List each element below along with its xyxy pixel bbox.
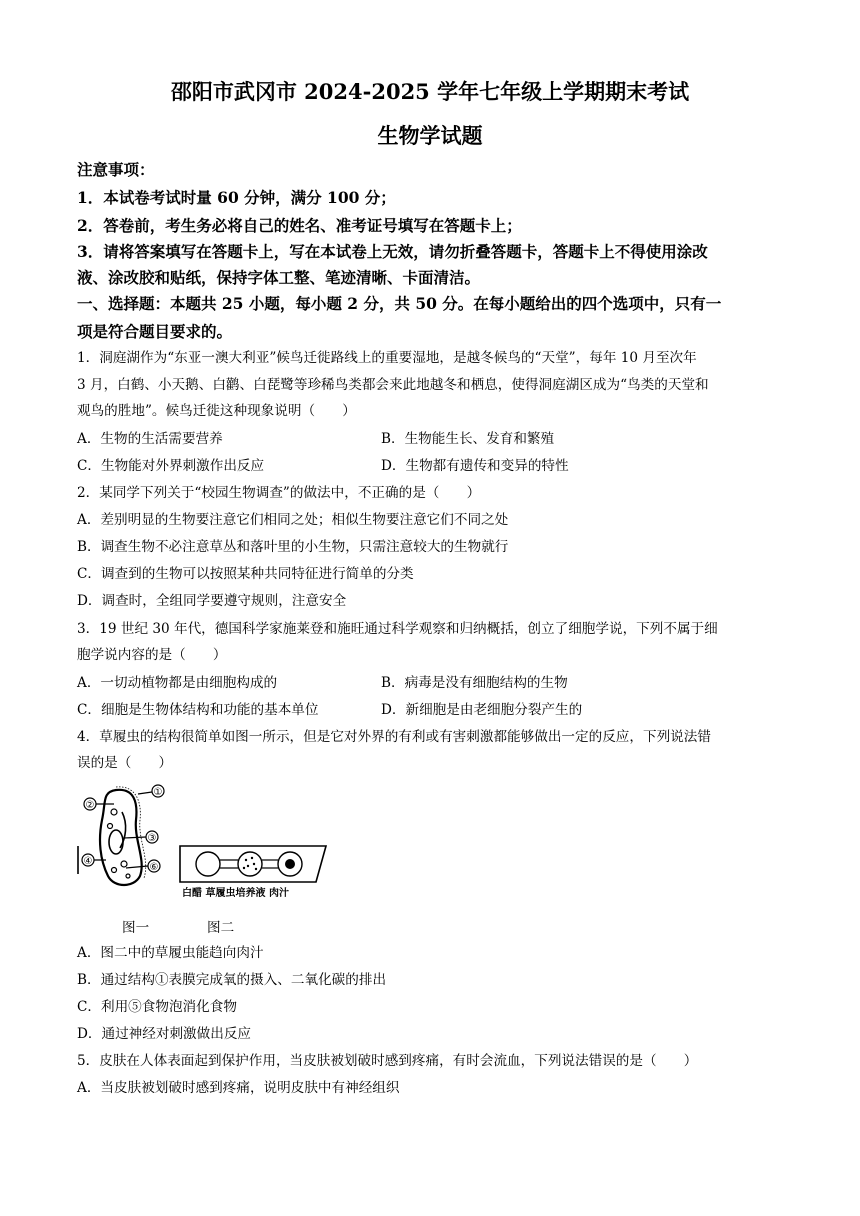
section-heading-line: 一、选择题：本题共 25 小题，每小题 2 分，共 50 分。在每小题给出的四个选项中，只有一 bbox=[77, 294, 722, 313]
option-c: C．利用⑤食物泡消化食物 bbox=[77, 999, 237, 1015]
notice-heading: 注意事项： bbox=[77, 160, 155, 179]
option-b: B．生物能生长、发育和繁殖 bbox=[381, 431, 555, 447]
question-text: 3 月，白鹤、小天鹅、白鹳、白琵鹭等珍稀鸟类都会来此地越冬和栖息，使得洞庭湖区成为“鸟类的天堂和 bbox=[77, 377, 709, 393]
option-a: A．图二中的草履虫能趋向肉汁 bbox=[77, 945, 264, 961]
option-b: B．病毒是没有细胞结构的生物 bbox=[381, 675, 568, 691]
option-d: D．通过神经对刺激做出反应 bbox=[77, 1026, 252, 1042]
marker-3: ③ bbox=[147, 833, 157, 844]
question-text: 误的是（ ） bbox=[77, 755, 173, 771]
marker-4: ④ bbox=[83, 856, 93, 867]
dish-labels: 白醋 草履虫培养液 肉汁 bbox=[182, 888, 289, 899]
option-d: D．新细胞是由老细胞分裂产生的 bbox=[381, 702, 583, 718]
exam-subtitle: 生物学试题 bbox=[377, 123, 483, 148]
notice-item: 3．请将答案填写在答题卡上，写在本试卷上无效，请勿折叠答题卡，答题卡上不得使用涂改 bbox=[77, 242, 708, 261]
slide-experiment-figure bbox=[178, 842, 328, 902]
question-text: 2．某同学下列关于“校园生物调查”的做法中，不正确的是（ ） bbox=[77, 485, 481, 501]
option-b: B．通过结构①表膜完成氧的摄入、二氧化碳的排出 bbox=[77, 972, 387, 988]
question-text: 3．19 世纪 30 年代，德国科学家施莱登和施旺通过科学观察和归纳概括，创立了细胞学说，下列不属于细 bbox=[77, 621, 718, 637]
option-d: D．调查时，全组同学要遵守规则，注意安全 bbox=[77, 593, 347, 609]
marker-1: ① bbox=[153, 787, 163, 798]
option-d: D．生物都有遗传和变异的特性 bbox=[381, 458, 569, 474]
option-c: C．细胞是生物体结构和功能的基本单位 bbox=[77, 702, 319, 718]
question-text: 5．皮肤在人体表面起到保护作用，当皮肤被划破时感到疼痛，有时会流血，下列说法错误的是（ ） bbox=[77, 1053, 698, 1069]
figure-1-caption: 图一 bbox=[122, 920, 150, 936]
marker-6: ⑥ bbox=[149, 862, 159, 873]
paramecium-figure bbox=[76, 782, 176, 892]
notice-item: 液、涂改胶和贴纸，保持字体工整、笔迹清晰、卡面清洁。 bbox=[77, 268, 481, 287]
option-c: C．生物能对外界刺激作出反应 bbox=[77, 458, 265, 474]
option-a: A．一切动植物都是由细胞构成的 bbox=[77, 675, 278, 691]
question-text: 4．草履虫的结构很简单如图一所示，但是它对外界的有利或有害刺激都能够做出一定的反应，下列说法错 bbox=[77, 729, 711, 745]
notice-item: 1．本试卷考试时量 60 分钟，满分 100 分； bbox=[77, 188, 396, 207]
option-a: A．当皮肤被划破时感到疼痛，说明皮肤中有神经组织 bbox=[77, 1080, 400, 1096]
option-c: C．调查到的生物可以按照某种共同特征进行简单的分类 bbox=[77, 566, 414, 582]
question-text: 1．洞庭湖作为“东亚一澳大利亚”候鸟迁徙路线上的重要湿地，是越冬候鸟的“天堂”，每年 10 月至次年 bbox=[77, 350, 697, 366]
option-a: A．生物的生活需要营养 bbox=[77, 431, 223, 447]
question-text: 胞学说内容的是（ ） bbox=[77, 647, 227, 663]
figure-2-caption: 图二 bbox=[207, 920, 235, 936]
section-heading-line: 项是符合题目要求的。 bbox=[77, 322, 233, 341]
exam-title: 邵阳市武冈市 2024-2025 学年七年级上学期期末考试 bbox=[170, 79, 690, 104]
notice-item: 2．答卷前，考生务必将自己的姓名、准考证号填写在答题卡上； bbox=[77, 216, 522, 235]
marker-2: ② bbox=[85, 800, 95, 811]
option-b: B．调查生物不必注意草丛和落叶里的小生物，只需注意较大的生物就行 bbox=[77, 539, 509, 555]
option-a: A．差别明显的生物要注意它们相同之处；相似生物要注意它们不同之处 bbox=[77, 512, 509, 528]
question-text: 观鸟的胜地”。候鸟迁徙这种现象说明（ ） bbox=[77, 403, 356, 419]
